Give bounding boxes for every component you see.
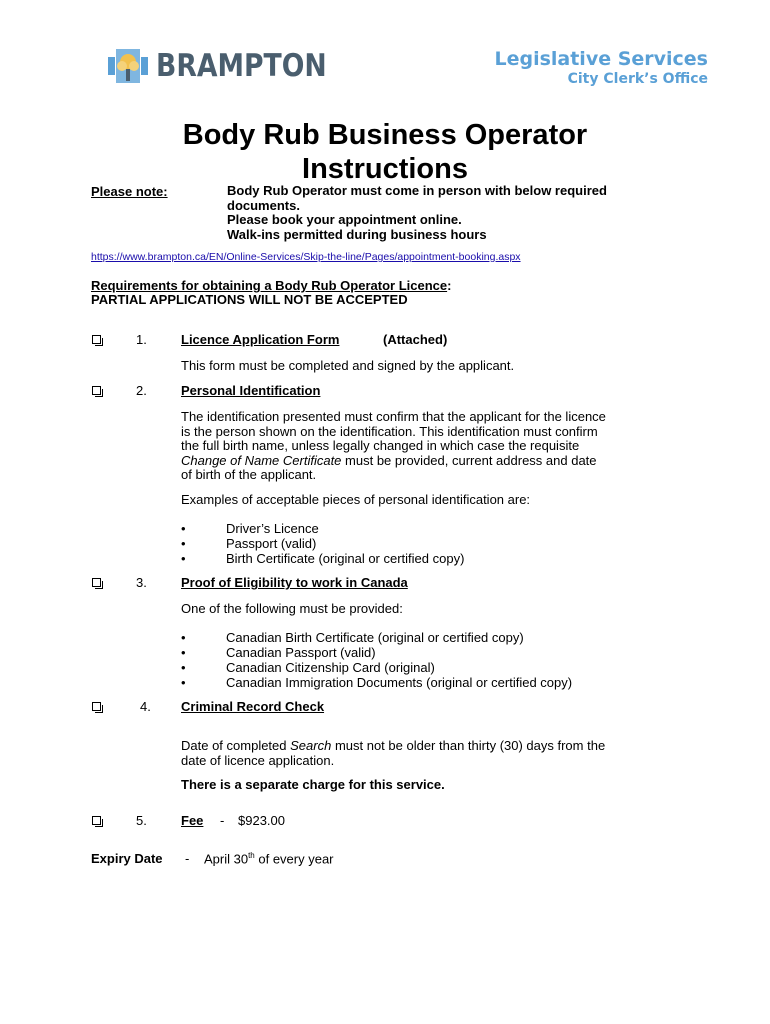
search-term: Search xyxy=(290,738,332,753)
item-text: This form must be completed and signed by the applicant. xyxy=(181,358,515,373)
requirements-colon: : xyxy=(447,278,452,293)
bullet-icon: • xyxy=(181,536,186,551)
requirements-block xyxy=(91,279,451,307)
item-number: 1. xyxy=(136,332,147,347)
separate-charge-note: There is a separate charge for this service. xyxy=(181,777,445,792)
bullet-icon: • xyxy=(181,521,186,536)
checkbox-icon xyxy=(92,702,101,711)
paragraph-line: of birth of the applicant. xyxy=(181,467,317,482)
note-text xyxy=(227,184,607,242)
item-number: 5. xyxy=(136,813,147,828)
office-name: City Clerk’s Office xyxy=(567,71,708,87)
fee-amount: $923.00 xyxy=(238,813,285,828)
expiry-label: Expiry Date xyxy=(91,851,163,866)
checkbox-icon xyxy=(92,386,101,395)
identification-paragraph xyxy=(181,410,606,483)
partial-applications-warning: PARTIAL APPLICATIONS WILL NOT BE ACCEPTED xyxy=(91,292,408,307)
item-number: 4. xyxy=(140,699,151,714)
department-name: Legislative Services xyxy=(494,48,708,70)
change-of-name-certificate: Change of Name Certificate xyxy=(181,452,342,468)
brampton-logo xyxy=(108,48,355,84)
flower-logo-icon xyxy=(108,49,148,83)
bullet-icon: • xyxy=(181,551,186,566)
criminal-check-text: Date of completed Search must not be older than thirty (30) days from the date of licence application. xyxy=(181,738,606,768)
item-number: 3. xyxy=(136,575,147,590)
paragraph-line: The identification presented must confirm that the applicant for the licence xyxy=(181,409,606,424)
bullet-icon: • xyxy=(181,645,186,660)
bullet-icon: • xyxy=(181,630,186,645)
appointment-booking-link[interactable]: https://www.brampton.ca/EN/Online-Services/Skip-the-line/Pages/appointment-booking.aspx xyxy=(91,251,521,263)
paragraph-line: date of licence application. xyxy=(181,752,335,768)
department-heading xyxy=(494,48,708,88)
item-heading-personal-identification: Personal Identification xyxy=(181,383,321,398)
page-title xyxy=(0,118,770,186)
title-line-1: Body Rub Business Operator xyxy=(182,119,588,151)
note-line: Please book your appointment online. xyxy=(227,212,462,227)
item-heading-criminal-record-check: Criminal Record Check xyxy=(181,699,325,714)
item-heading-licence-application-form: Licence Application Form xyxy=(181,332,340,347)
examples-text: Examples of acceptable pieces of personal identification are: xyxy=(181,492,531,507)
bullet-icon: • xyxy=(181,660,186,675)
checkbox-icon xyxy=(92,578,101,587)
paragraph-line: the full birth name, unless legally changed in which case the requisite xyxy=(181,438,580,453)
brand-name: BRAMPTON xyxy=(156,48,327,84)
item-heading-proof-of-eligibility: Proof of Eligibility to work in Canada xyxy=(181,575,408,590)
note-label: Please note: xyxy=(91,184,168,199)
checkbox-icon xyxy=(92,335,101,344)
note-line: Body Rub Operator must come in person with below required xyxy=(227,183,607,198)
bullet-icon: • xyxy=(181,675,186,690)
expiry-date: April 30th of every year xyxy=(204,851,334,867)
title-line-2: Instructions xyxy=(302,153,468,185)
fee-dash: - xyxy=(220,813,225,828)
expiry-dash: - xyxy=(185,851,190,866)
requirements-heading: Requirements for obtaining a Body Rub Operator Licence xyxy=(91,278,448,293)
item-heading-fee: Fee xyxy=(181,813,204,828)
paragraph-line: must be provided, current address and date xyxy=(341,452,597,468)
note-line: documents. xyxy=(227,197,300,213)
note-line: Walk-ins permitted during business hours xyxy=(227,226,487,242)
item-number: 2. xyxy=(136,383,147,398)
checkbox-icon xyxy=(92,816,101,825)
paragraph-line: is the person shown on the identification. This identification must confirm xyxy=(181,423,598,439)
attached-tag: (Attached) xyxy=(383,332,448,347)
item-text: One of the following must be provided: xyxy=(181,601,403,616)
